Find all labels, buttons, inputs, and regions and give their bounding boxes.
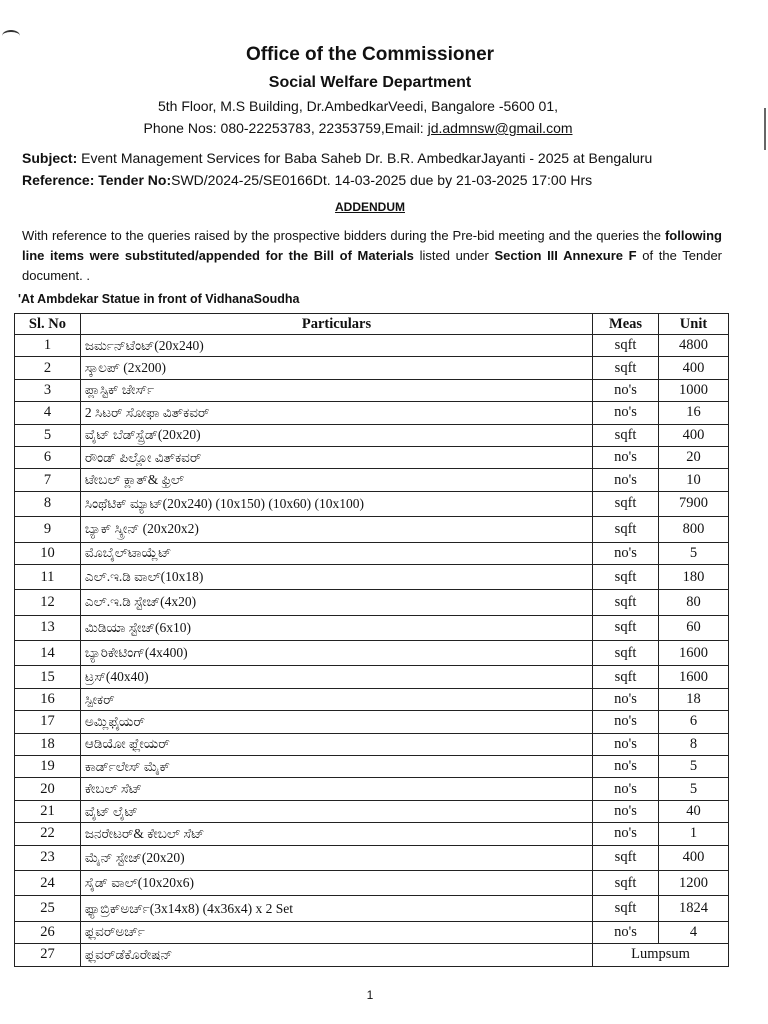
table-row — [15, 845, 729, 870]
row-sl-no: 2 — [15, 357, 81, 379]
table-row — [15, 688, 729, 710]
phone-numbers: Phone Nos: 080-22253783, 22353759,Email: — [143, 120, 428, 136]
department-title: Social Welfare Department — [268, 74, 472, 91]
row-sl-no: 18 — [15, 733, 81, 755]
row-particulars: 2 ಸಿಟರ್ ಸೋಫಾ ವಿತ್‌ಕವರ್ — [80, 402, 592, 424]
row-particulars: ಜನರೇಟರ್& ಕೇಬಲ್ ಸೆಟ್ — [80, 823, 592, 845]
table-row — [15, 870, 729, 895]
table-row — [15, 666, 729, 688]
row-unit: 1600 — [659, 666, 729, 688]
row-unit: 6 — [659, 711, 729, 733]
row-unit: 5 — [659, 778, 729, 800]
table-row — [15, 357, 729, 379]
row-meas: sqft — [593, 896, 659, 921]
subject-label: Subject: — [22, 150, 78, 166]
row-sl-no: 21 — [15, 800, 81, 822]
table-row — [15, 778, 729, 800]
row-meas: no's — [593, 756, 659, 778]
address-line: 5th Floor, M.S Building, Dr.AmbedkarVeedi, Bangalore -5600 01, — [157, 98, 558, 114]
row-sl-no: 14 — [15, 641, 81, 666]
row-unit: 1600 — [659, 641, 729, 666]
bill-of-materials-table — [14, 313, 729, 967]
row-particulars: ಫ್ಲವರ್‌ಡೆಕೊರೇಷನ್ — [80, 944, 592, 966]
intro-bold-2: Section III Annexure F — [494, 248, 637, 263]
row-unit: 1200 — [659, 870, 729, 895]
row-meas: no's — [593, 542, 659, 564]
row-particulars: ಬ್ಯಾರಿಕೇಟಿಂಗ್(4x400) — [80, 641, 592, 666]
row-sl-no: 25 — [15, 896, 81, 921]
row-particulars: ಜರ್ಮನ್‌ಟೆಂಟ್(20x240) — [80, 335, 592, 357]
header-particulars: Particulars — [80, 314, 592, 335]
row-meas: sqft — [593, 615, 659, 640]
table-row — [15, 823, 729, 845]
row-meas: no's — [593, 778, 659, 800]
row-particulars: ಕಾರ್ಡ್‌ಲೇಸ್ ಮೈಕ್ — [80, 756, 592, 778]
table-row — [15, 944, 729, 966]
row-meas: no's — [593, 688, 659, 710]
row-meas: no's — [593, 823, 659, 845]
table-row — [15, 896, 729, 921]
row-sl-no: 3 — [15, 379, 81, 401]
table-row — [15, 542, 729, 564]
row-unit: 400 — [659, 845, 729, 870]
row-sl-no: 5 — [15, 424, 81, 446]
row-particulars: ಆಡಿಯೋ ಫ್ಲೇಯರ್ — [80, 733, 592, 755]
row-unit: 400 — [659, 357, 729, 379]
row-sl-no: 4 — [15, 402, 81, 424]
intro-part-2: listed under — [413, 248, 495, 263]
intro-bold-1: following line items were substituted/appended for the Bill of Materials — [22, 228, 722, 263]
row-unit: 7900 — [659, 491, 729, 516]
row-meas: no's — [593, 402, 659, 424]
row-meas: sqft — [593, 491, 659, 516]
table-row — [15, 446, 729, 468]
row-particulars: ಎಲ್.ಇ.ಡಿ ವಾಲ್(10x18) — [80, 564, 592, 589]
row-unit: 5 — [659, 542, 729, 564]
row-meas: sqft — [593, 845, 659, 870]
row-sl-no: 27 — [15, 944, 81, 966]
table-row — [15, 733, 729, 755]
row-sl-no: 26 — [15, 921, 81, 943]
row-unit: 20 — [659, 446, 729, 468]
addendum-heading: ADDENDUM — [335, 200, 405, 214]
office-title: Office of the Commissioner — [245, 44, 495, 65]
table-row — [15, 564, 729, 589]
row-sl-no: 9 — [15, 517, 81, 542]
table-row — [15, 469, 729, 491]
row-unit: 1000 — [659, 379, 729, 401]
row-sl-no: 19 — [15, 756, 81, 778]
row-meas: sqft — [593, 590, 659, 615]
row-meas: sqft — [593, 357, 659, 379]
table-row — [15, 335, 729, 357]
row-meas: no's — [593, 446, 659, 468]
table-row — [15, 711, 729, 733]
row-unit: 10 — [659, 469, 729, 491]
row-particulars: ವೈಟ್ ಲೈಟ್ — [80, 800, 592, 822]
table-row — [15, 590, 729, 615]
row-meas: sqft — [593, 666, 659, 688]
header-unit: Unit — [659, 314, 729, 335]
row-particulars: ಮೈನ್ ಸ್ಟೇಜ್(20x20) — [80, 845, 592, 870]
row-sl-no: 17 — [15, 711, 81, 733]
row-unit: 400 — [659, 424, 729, 446]
row-particulars: ಟ್ರಸ್(40x40) — [80, 666, 592, 688]
table-row — [15, 424, 729, 446]
row-sl-no: 1 — [15, 335, 81, 357]
row-sl-no: 16 — [15, 688, 81, 710]
row-particulars: ವೈಟ್ ಬೆಡ್‌ಸ್ಪ್ರೆಡ್(20x20) — [80, 424, 592, 446]
row-sl-no: 7 — [15, 469, 81, 491]
row-particulars: ಟೇಬಲ್ ಕ್ಲಾತ್& ಫ್ರಿಲ್ — [80, 469, 592, 491]
row-particulars: ಫ್ಲವರ್‌ಅರ್ಚ್ — [80, 921, 592, 943]
row-particulars: ಮೊಬೈಲ್‌ಟಾಯ್ಲೆಟ್ — [80, 542, 592, 564]
intro-paragraph — [22, 226, 722, 286]
reference-line — [22, 172, 592, 188]
row-unit: 180 — [659, 564, 729, 589]
reference-text: SWD/2024-25/SE0166Dt. 14-03-2025 due by 21-03-2025 17:00 Hrs — [171, 172, 593, 188]
row-particulars: ಪ್ಲಾಸ್ಟಿಕ್ ಚೇರ್ಸ್ — [80, 379, 592, 401]
row-particulars: ಸೈಡ್ ವಾಲ್(10x20x6) — [80, 870, 592, 895]
row-particulars: ಎಲ್.ಇ.ಡಿ ಸ್ಟೇಜ್(4x20) — [80, 590, 592, 615]
row-particulars: ಕೇಬಲ್ ಸೆಟ್ — [80, 778, 592, 800]
row-unit: 1824 — [659, 896, 729, 921]
row-unit: 5 — [659, 756, 729, 778]
table-row — [15, 641, 729, 666]
row-meas: no's — [593, 711, 659, 733]
table-body — [15, 335, 729, 967]
table-header-row — [15, 314, 729, 335]
row-sl-no: 6 — [15, 446, 81, 468]
row-unit: 800 — [659, 517, 729, 542]
row-unit: 80 — [659, 590, 729, 615]
row-sl-no: 23 — [15, 845, 81, 870]
table-row — [15, 756, 729, 778]
row-unit: 60 — [659, 615, 729, 640]
row-sl-no: 10 — [15, 542, 81, 564]
table-row — [15, 615, 729, 640]
row-particulars: ಮಿಡಿಯಾ ಸ್ಟೇಜ್(6x10) — [80, 615, 592, 640]
row-unit: 40 — [659, 800, 729, 822]
row-meas: no's — [593, 800, 659, 822]
row-meas: no's — [593, 469, 659, 491]
row-unit: 16 — [659, 402, 729, 424]
location-heading: 'At Ambdekar Statue in front of VidhanaSoudha — [18, 292, 300, 306]
row-particulars: ರೌಂಡ್ ಪಿಲ್ಲೋ ವಿತ್‌ಕವರ್ — [80, 446, 592, 468]
row-sl-no: 8 — [15, 491, 81, 516]
table-row — [15, 921, 729, 943]
intro-part-1: With reference to the queries raised by the prospective bidders during the Pre-bid meeting and the queries the — [22, 228, 665, 243]
row-meas: no's — [593, 733, 659, 755]
row-meas: no's — [593, 379, 659, 401]
row-sl-no: 15 — [15, 666, 81, 688]
header-meas: Meas — [593, 314, 659, 335]
page-number: 1 — [366, 988, 374, 1002]
intro-part-3: of the Tender document. . — [22, 248, 722, 283]
row-sl-no: 12 — [15, 590, 81, 615]
row-particulars: ಸ್ಕಾಲಪ್ (2x200) — [80, 357, 592, 379]
table-row — [15, 517, 729, 542]
row-meas: sqft — [593, 641, 659, 666]
row-unit: 8 — [659, 733, 729, 755]
row-particulars: ಬ್ಯಾಕ್ ಸ್ಕ್ರೀನ್ (20x20x2) — [80, 517, 592, 542]
row-meas: sqft — [593, 424, 659, 446]
row-sl-no: 22 — [15, 823, 81, 845]
row-sl-no: 13 — [15, 615, 81, 640]
row-particulars: ಸ್ಪೀಕರ್ — [80, 688, 592, 710]
scan-mark — [2, 30, 20, 42]
email-link[interactable]: jd.admnsw@gmail.com — [427, 120, 573, 136]
row-unit: 4 — [659, 921, 729, 943]
row-meas: sqft — [593, 870, 659, 895]
row-meas: sqft — [593, 564, 659, 589]
row-particulars: ಸಿಂಥೆಟಿಕ್ ಮ್ಯಾಟ್(20x240) (10x150) (10x60) (10x100) — [80, 491, 592, 516]
row-meas: no's — [593, 921, 659, 943]
row-unit: 4800 — [659, 335, 729, 357]
row-unit: 18 — [659, 688, 729, 710]
scan-edge-mark — [764, 108, 766, 150]
row-unit: 1 — [659, 823, 729, 845]
row-particulars: ಫ್ಯಾಬ್ರಿಕ್‌ಅರ್ಚ್(3x14x8) (4x36x4) x 2 Set — [80, 896, 592, 921]
subject-text: Event Management Services for Baba Saheb Dr. B.R. AmbedkarJayanti - 2025 at Bengaluru — [77, 150, 653, 166]
row-sl-no: 20 — [15, 778, 81, 800]
contact-line — [0, 120, 716, 136]
header-sl-no: Sl. No — [15, 314, 81, 335]
subject-line — [22, 150, 652, 166]
row-meas: sqft — [593, 517, 659, 542]
table-row — [15, 402, 729, 424]
row-unit: Lumpsum — [593, 944, 729, 966]
row-sl-no: 11 — [15, 564, 81, 589]
row-meas: sqft — [593, 335, 659, 357]
row-sl-no: 24 — [15, 870, 81, 895]
table-row — [15, 491, 729, 516]
table-row — [15, 800, 729, 822]
table-row — [15, 379, 729, 401]
row-particulars: ಅಮ್ಲಿಫೈಯರ್ — [80, 711, 592, 733]
reference-label: Reference: Tender No: — [22, 172, 172, 188]
